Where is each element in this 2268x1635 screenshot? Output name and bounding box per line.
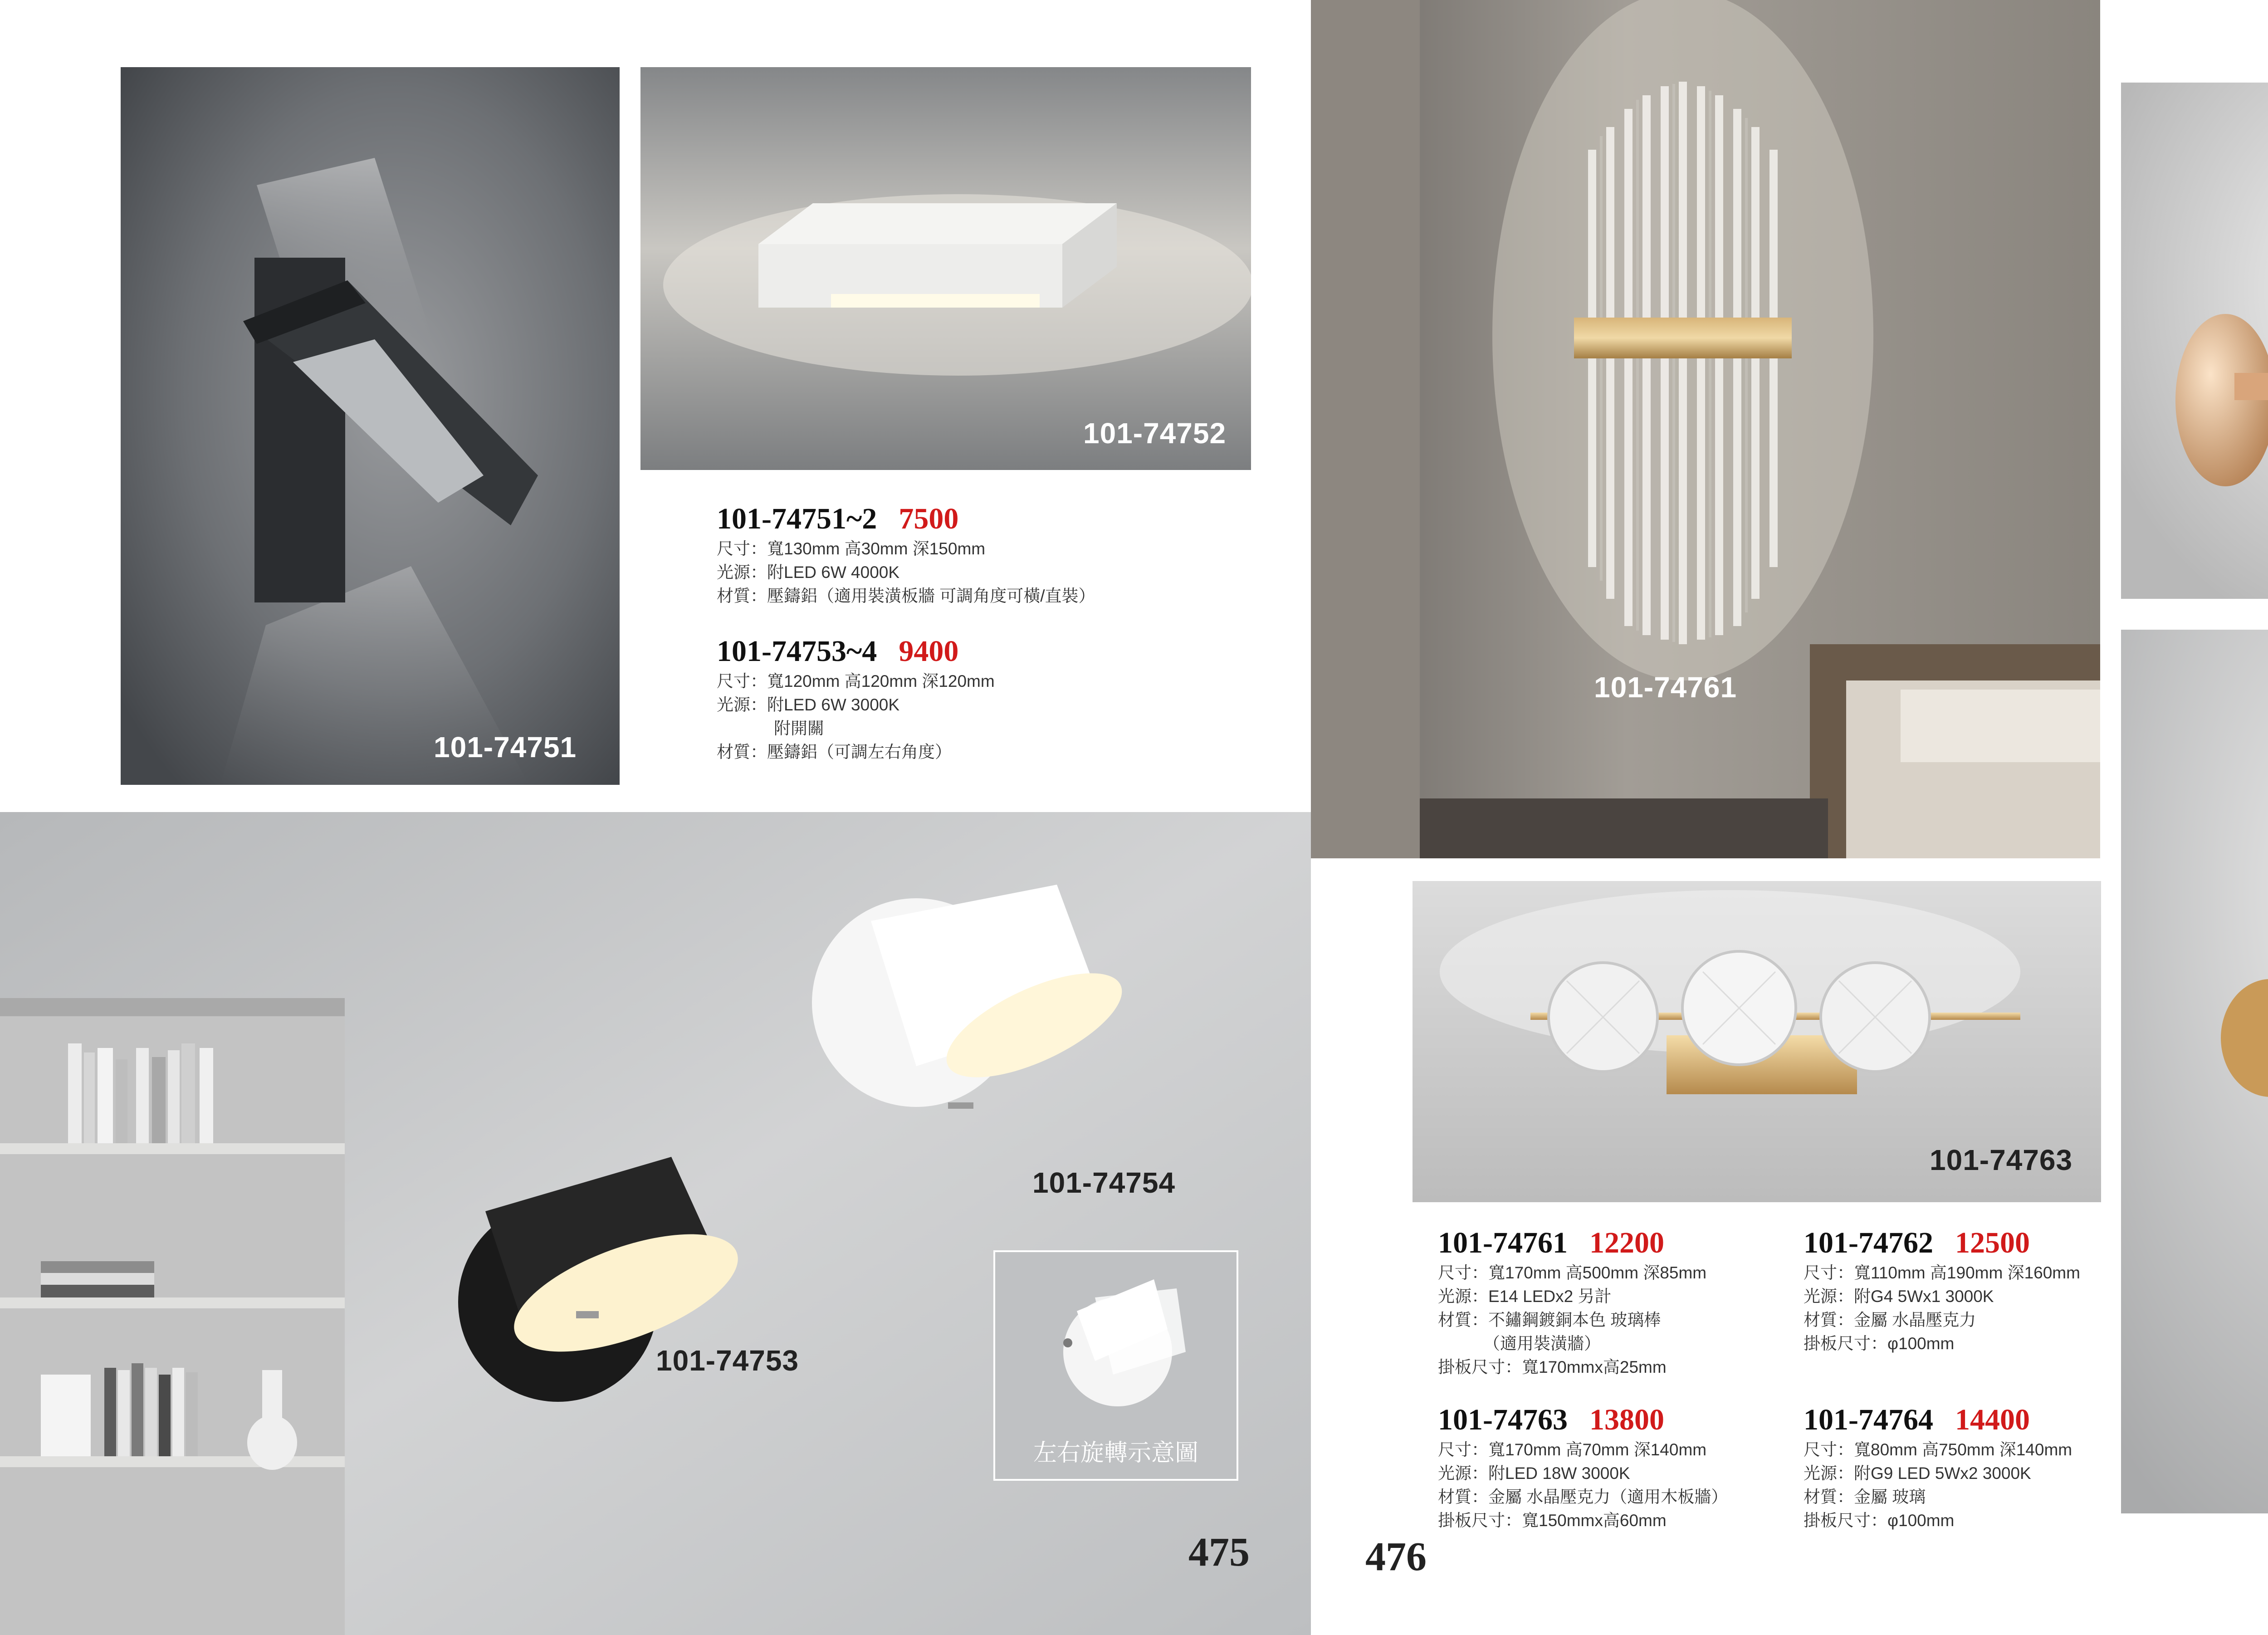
spec-plate-size: 掛板尺寸：φ100mm	[1804, 1511, 1955, 1530]
spec-light-source: 光源：附G9 LED 5Wx2 3000K	[1804, 1464, 2031, 1483]
spec-size: 尺寸：寬130mm 高30mm 深150mm	[717, 539, 986, 558]
model-code-label: 101-74751	[434, 731, 577, 764]
lamp-74764-illustration	[2121, 630, 2268, 1513]
price: 7500	[899, 502, 959, 535]
spec-light-source: 光源：附LED 6W 3000K	[717, 695, 900, 714]
rotation-caption: 左右旋轉示意圖	[1033, 1440, 1198, 1466]
lamp-74752-illustration	[640, 67, 1251, 470]
lamp-74751-illustration	[121, 67, 620, 785]
price: 14400	[1955, 1403, 2030, 1436]
spec-material: 材質：不鏽鋼鍍銅本色 玻璃棒	[1438, 1311, 1661, 1329]
rotation-illustration	[995, 1252, 1237, 1425]
room-illustration	[0, 812, 1311, 1635]
model-code-label-74754: 101-74754	[1032, 1166, 1176, 1199]
model-code-label: 101-74761	[1594, 671, 1737, 704]
spec-material: 材質：壓鑄鋁（適用裝潢板牆 可調角度可橫/直裝）	[717, 587, 1095, 605]
spec-switch: 附開關	[774, 719, 824, 738]
spec-size: 尺寸：寬120mm 高120mm 深120mm	[717, 672, 995, 690]
lamp-74762-illustration	[2121, 83, 2268, 599]
spec-light-source: 光源：附LED 6W 4000K	[717, 563, 900, 582]
spec-light-source: 光源：E14 LEDx2 另計	[1438, 1287, 1612, 1306]
model-number: 101-74753~4	[717, 635, 877, 668]
photo-101-74764	[2121, 630, 2268, 1513]
spec-size: 尺寸：寬110mm 高190mm 深160mm	[1804, 1263, 2080, 1282]
model-code-label: 101-74752	[1083, 417, 1227, 450]
price: 13800	[1589, 1403, 1664, 1436]
spec-size: 尺寸：寬80mm 高750mm 深140mm	[1804, 1440, 2072, 1459]
spec-material: 材質：金屬 水晶壓克力（適用木板牆）	[1438, 1488, 1728, 1506]
model-number: 101-74762	[1804, 1226, 1933, 1259]
price: 12200	[1589, 1226, 1664, 1259]
spec-material: 材質：金屬 水晶壓克力	[1804, 1311, 1976, 1329]
price: 12500	[1955, 1226, 2030, 1259]
spec-block-101-74753-4	[717, 633, 995, 764]
photo-101-74762	[2121, 83, 2268, 599]
model-number: 101-74764	[1804, 1403, 1933, 1436]
spec-block-101-74763	[1438, 1402, 1728, 1532]
photo-101-74763	[1413, 881, 2101, 1202]
spec-material: 材質：金屬 玻璃	[1804, 1488, 1926, 1506]
price: 9400	[899, 635, 959, 668]
photo-101-74752	[640, 67, 1251, 470]
spec-size: 尺寸：寬170mm 高70mm 深140mm	[1438, 1440, 1707, 1459]
model-number: 101-74761	[1438, 1226, 1568, 1259]
spec-light-source: 光源：附G4 5Wx1 3000K	[1804, 1287, 1994, 1306]
photo-101-74761	[1311, 0, 2100, 858]
spec-block-101-74764	[1804, 1402, 2072, 1532]
spec-plate-size: 掛板尺寸：φ100mm	[1804, 1334, 1955, 1353]
model-number: 101-74751~2	[717, 502, 877, 535]
model-number: 101-74763	[1438, 1403, 1568, 1436]
spec-plate-size: 掛板尺寸：寬170mmx高25mm	[1438, 1358, 1667, 1376]
photo-room-101-74753-74754	[0, 812, 1311, 1635]
spec-block-101-74751-2	[717, 501, 1095, 608]
spec-size: 尺寸：寬170mm 高500mm 深85mm	[1438, 1263, 1707, 1282]
page-number-left: 475	[1188, 1530, 1250, 1575]
model-code-label-74753: 101-74753	[656, 1344, 799, 1377]
photo-101-74751	[121, 67, 620, 785]
page-number-right: 476	[1365, 1534, 1427, 1579]
rotation-diagram-inset	[993, 1250, 1238, 1481]
spec-light-source: 光源：附LED 18W 3000K	[1438, 1464, 1630, 1483]
spec-plate-size: 掛板尺寸：寬150mmx高60mm	[1438, 1511, 1667, 1530]
spec-note: （適用裝潢牆）	[1483, 1334, 1601, 1353]
lamp-74761-illustration	[1311, 0, 2100, 858]
spec-block-101-74762	[1804, 1225, 2080, 1356]
model-code-label: 101-74763	[1930, 1144, 2073, 1176]
spec-material: 材質：壓鑄鋁（可調左右角度）	[717, 743, 952, 761]
spec-block-101-74761	[1438, 1225, 1706, 1379]
